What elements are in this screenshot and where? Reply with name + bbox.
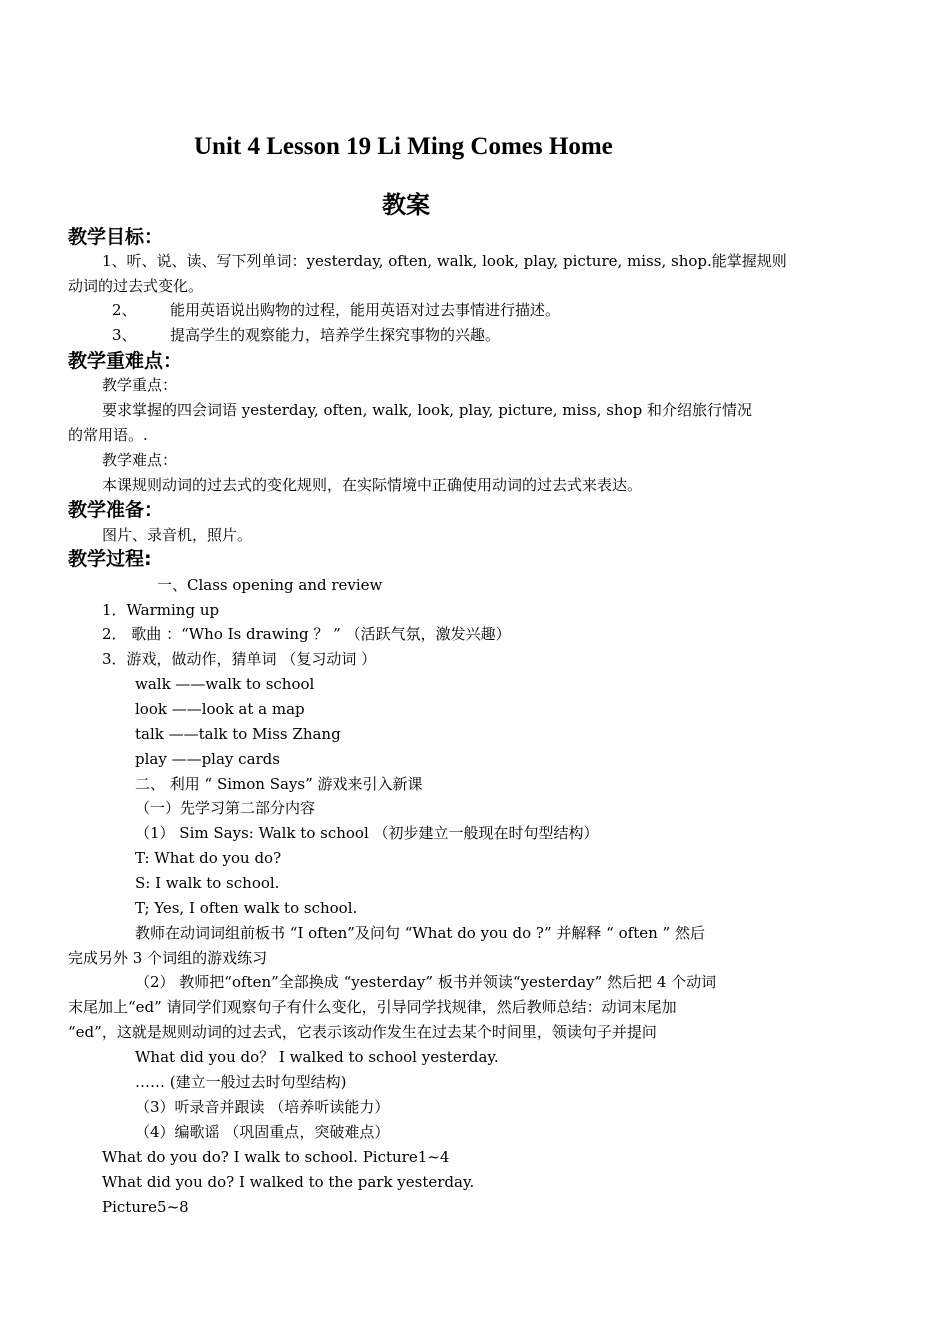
process-line: 教师在动词词组前板书 “I often”及问句 “What do you do ?” 并解释 “ often ” 然后: [135, 924, 705, 942]
heading-keypoints: 教学重难点：: [68, 350, 183, 372]
process-line: walk ——walk to school: [135, 675, 315, 693]
focus-label: 教学重点：: [102, 376, 178, 394]
objective-1-line-2: 动词的过去式变化。: [68, 277, 204, 295]
process-line: （一）先学习第二部分内容: [135, 799, 316, 817]
process-line: 2． 歌曲 ：“Who Is drawing ？ ” （活跃气氛，激发兴趣）: [102, 625, 511, 643]
focus-line-2: 的常用语。.: [68, 426, 148, 444]
process-line: T; Yes, I often walk to school.: [135, 899, 358, 917]
heading-preparation: 教学准备：: [68, 499, 164, 521]
process-line: 末尾加上“ed” 请同学们观察句子有什么变化，引导同学找规律，然后教师总结：动词末尾加: [68, 998, 677, 1016]
process-line: （2） 教师把“often”全部换成 “yesterday” 板书并领读“yesterday” 然后把 4 个动词: [135, 973, 717, 991]
objective-1-line-1: 1、听、说、读、写下列单词：yesterday, often, walk, look, play, picture, miss, shop.能掌握规则: [102, 252, 787, 270]
objective-2-text: 能用英语说出购物的过程，能用英语对过去事情进行描述。: [170, 301, 561, 319]
process-line: What do you do? I walk to school. Picture1~4: [102, 1148, 450, 1166]
process-line: 完成另外 3 个词组的游戏练习: [68, 949, 268, 967]
process-line: …… (建立一般过去时句型结构): [135, 1073, 347, 1091]
difficulty-text: 本课规则动词的过去式的变化规则，在实际情境中正确使用动词的过去式来表达。: [102, 476, 643, 494]
process-line: What did you do? I walked to the park yesterday.: [102, 1173, 475, 1191]
document-subtitle: 教案: [382, 191, 430, 219]
process-line: look ——look at a map: [135, 700, 305, 718]
process-line: play ——play cards: [135, 750, 280, 768]
process-line: （4）编歌谣 （巩固重点，突破难点）: [135, 1123, 390, 1141]
process-line: （3）听录音并跟读 （培养听读能力）: [135, 1098, 390, 1116]
heading-objectives: 教学目标：: [68, 226, 164, 248]
objective-2-number: 2、: [112, 301, 137, 319]
process-line: talk ——talk to Miss Zhang: [135, 725, 341, 743]
process-line: 1．Warming up: [102, 601, 220, 619]
difficulty-label: 教学难点：: [102, 451, 178, 469]
process-line: S: I walk to school.: [135, 874, 280, 892]
process-line: 一、Class opening and review: [157, 576, 383, 594]
heading-process: 教学过程:: [68, 548, 152, 570]
process-line: 3．游戏，做动作，猜单词 （复习动词 ）: [102, 650, 377, 668]
process-line: 二、 利用 “ Simon Says” 游戏来引入新课: [135, 775, 423, 793]
process-line: What did you do？ I walked to school yesterday.: [135, 1048, 499, 1066]
process-line: （1） Sim Says: Walk to school （初步建立一般现在时句型结构）: [135, 824, 599, 842]
objective-3-number: 3、: [112, 326, 137, 344]
process-line: “ed”，这就是规则动词的过去式，它表示该动作发生在过去某个时间里，领读句子并提问: [68, 1023, 657, 1041]
focus-line-1: 要求掌握的四会词语 yesterday, often, walk, look, play, picture, miss, shop 和介绍旅行情况: [102, 401, 752, 419]
preparation-text: 图片、录音机，照片。: [102, 526, 253, 544]
process-line: Picture5~8: [102, 1198, 189, 1216]
process-line: T: What do you do?: [135, 849, 282, 867]
objective-3-text: 提高学生的观察能力，培养学生探究事物的兴趣。: [170, 326, 501, 344]
document-title: Unit 4 Lesson 19 Li Ming Comes Home: [194, 133, 613, 160]
